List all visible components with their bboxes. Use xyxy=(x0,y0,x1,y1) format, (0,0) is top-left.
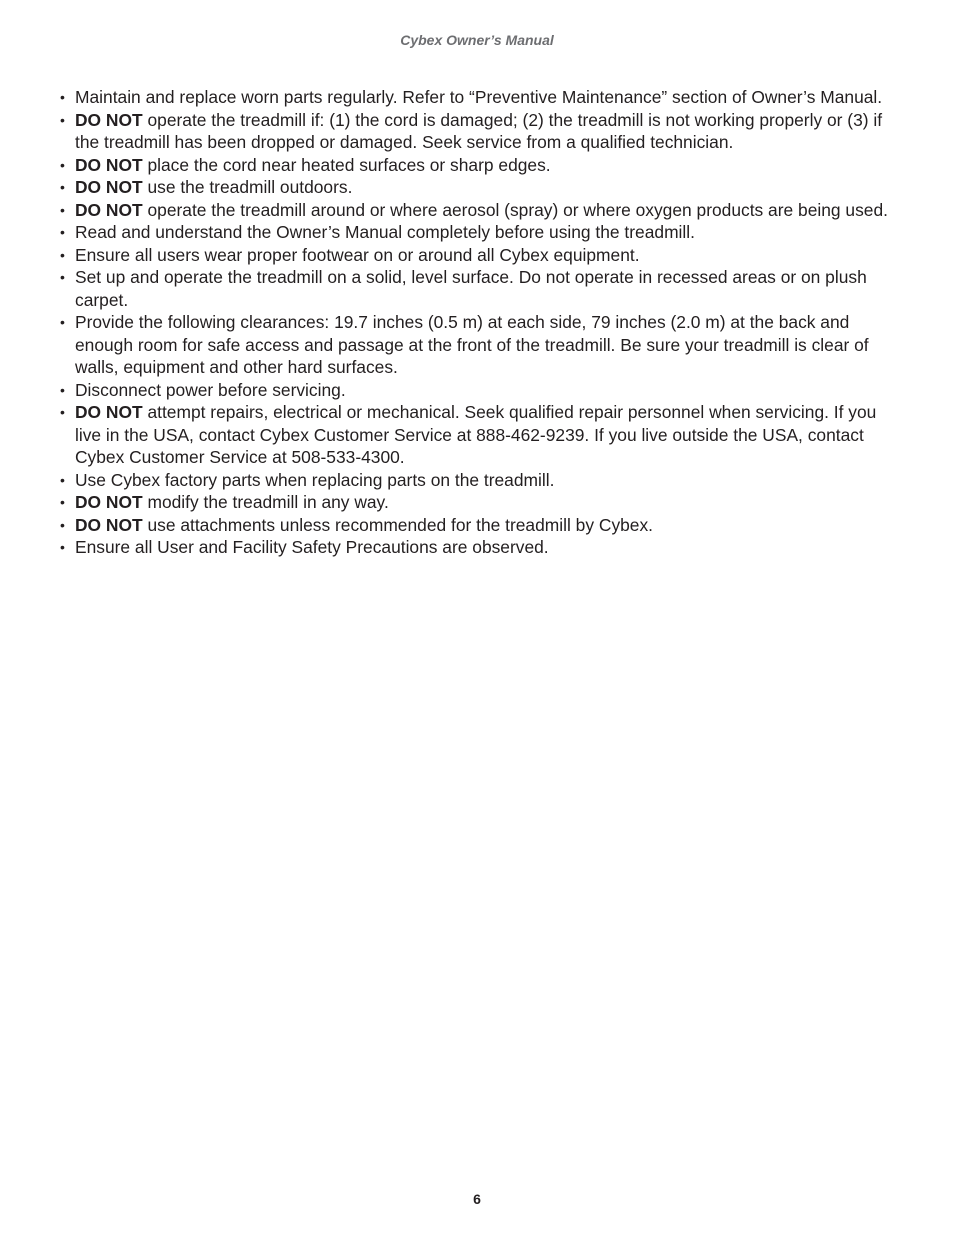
list-item xyxy=(60,379,894,402)
bullet-icon: • xyxy=(60,516,65,533)
list-item xyxy=(60,469,894,492)
warning-label: DO NOT xyxy=(75,154,143,175)
bullet-icon: • xyxy=(60,269,65,285)
item-text: modify the treadmill in any way. xyxy=(142,492,389,512)
list-item xyxy=(60,199,894,222)
item-text: Use Cybex factory parts when replacing parts on the treadmill. xyxy=(75,469,555,490)
list-item xyxy=(60,109,894,154)
warning-label: DO NOT xyxy=(75,402,143,422)
bullet-icon: • xyxy=(60,494,65,510)
item-text: attempt repairs, electrical or mechanical. Seek qualified repair personnel when servicing. If you live in the USA, contact Cybex Customer Service at 888-462-9239. If you live outside the USA, contact Cybex Customer Service at 508-533-4300. xyxy=(75,402,877,467)
item-text: Maintain and replace worn parts regularly. Refer to “Preventive Maintenance” section of Owner’s Manual. xyxy=(75,87,883,107)
bullet-icon: • xyxy=(60,201,65,218)
bullet-icon: • xyxy=(60,471,65,488)
warning-label: DO NOT xyxy=(75,492,143,512)
warning-label: DO NOT xyxy=(75,177,143,197)
bullet-icon: • xyxy=(60,381,65,398)
bullet-icon: • xyxy=(60,89,65,105)
list-item xyxy=(60,221,894,244)
item-text: operate the treadmill if: (1) the cord is damaged; (2) the treadmill is not working properly or (3) if the treadmill has been dropped or damaged. Seek service from a qualified technician. xyxy=(75,109,883,152)
item-text: use the treadmill outdoors. xyxy=(142,177,353,197)
warning-label: DO NOT xyxy=(75,199,143,220)
list-item xyxy=(60,176,894,199)
bullet-icon: • xyxy=(60,224,65,240)
list-item xyxy=(60,536,894,559)
bullet-icon: • xyxy=(60,179,65,195)
item-text: use attachments unless recommended for the treadmill by Cybex. xyxy=(142,514,654,535)
running-header: Cybex Owner’s Manual xyxy=(400,32,554,48)
item-text: Provide the following clearances: 19.7 inches (0.5 m) at each side, 79 inches (2.0 m) at the back and enough room for safe access and passage at the front of the treadmill. Be sure your treadmill is clear of walls, equipment and other hard surfaces. xyxy=(75,312,869,377)
item-text: place the cord near heated surfaces or sharp edges. xyxy=(142,154,551,175)
bullet-icon: • xyxy=(60,111,65,128)
bullet-icon: • xyxy=(60,156,65,173)
item-text: Ensure all User and Facility Safety Precautions are observed. xyxy=(75,537,549,557)
page-number: 6 xyxy=(473,1191,481,1207)
bullet-icon: • xyxy=(60,246,65,263)
list-item xyxy=(60,244,894,267)
list-item xyxy=(60,266,894,311)
bullet-icon: • xyxy=(60,404,65,420)
list-item xyxy=(60,86,894,109)
safety-precautions-list xyxy=(60,86,894,559)
bullet-icon: • xyxy=(60,539,65,555)
item-text: Set up and operate the treadmill on a solid, level surface. Do not operate in recessed areas or on plush carpet. xyxy=(75,267,867,310)
list-item xyxy=(60,491,894,514)
bullet-icon: • xyxy=(60,314,65,330)
list-item xyxy=(60,514,894,537)
warning-label: DO NOT xyxy=(75,109,143,130)
item-text: Read and understand the Owner’s Manual completely before using the treadmill. xyxy=(75,222,695,242)
list-item xyxy=(60,401,894,469)
item-text: Ensure all users wear proper footwear on or around all Cybex equipment. xyxy=(75,244,640,265)
list-item xyxy=(60,311,894,379)
item-text: operate the treadmill around or where aerosol (spray) or where oxygen products are being used. xyxy=(142,199,888,220)
item-text: Disconnect power before servicing. xyxy=(75,379,346,400)
list-item xyxy=(60,154,894,177)
warning-label: DO NOT xyxy=(75,514,143,535)
